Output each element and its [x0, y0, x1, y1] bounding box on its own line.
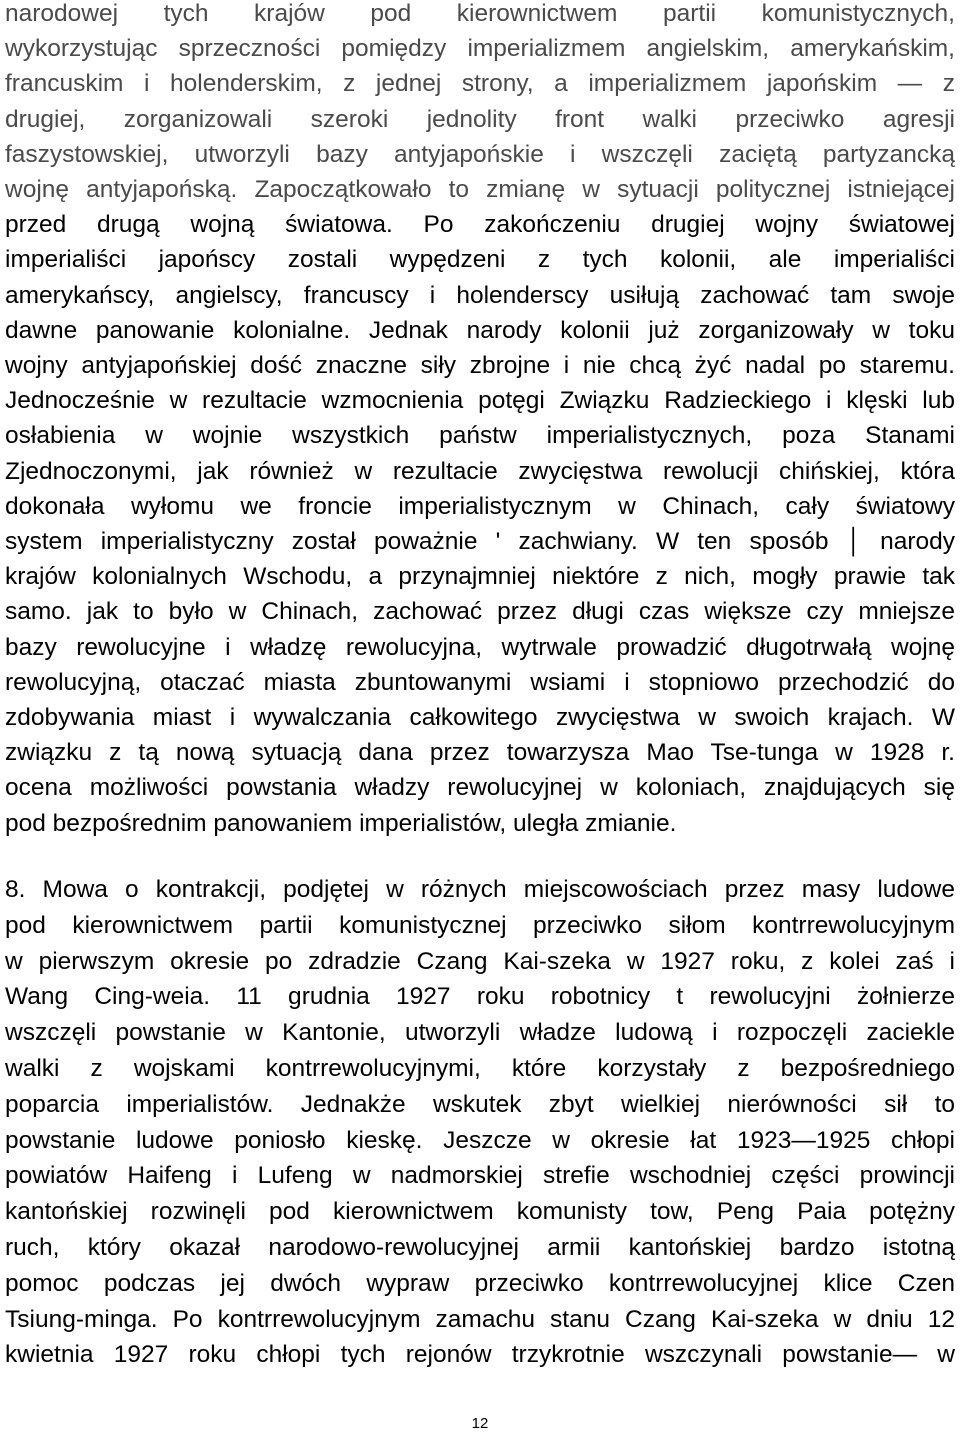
text-line: powstanie ludowe poniosło kieskę. Jeszcze w okresie łat 1923—1925 chłopi — [5, 1126, 955, 1154]
text-line: pod bezpośrednim panowaniem imperialistów, uległa zmianie. — [5, 809, 677, 837]
text-line: Tsiung-minga. Po kontrrewolucyjnym zamachu stanu Czang Kai-szeka w dniu 12 — [5, 1305, 955, 1333]
text-line: francuskim i holenderskim, z jednej strony, a imperializmem japońskim — z — [5, 70, 955, 98]
text-line: kwietnia 1927 roku chłopi tych rejonów trzykrotnie wszczynali powstanie— w — [5, 1341, 955, 1369]
text-line: ocena możliwości powstania władzy rewolucyjnej w koloniach, znajdujących się — [5, 774, 955, 802]
text-line: pomoc podczas jej dwóch wypraw przeciwko kontrrewolucyjnej klice Czen — [5, 1269, 955, 1297]
text-line: osłabienia w wojnie wszystkich państw imperialistycznych, poza Stanami — [5, 422, 955, 450]
text-line: krajów kolonialnych Wschodu, a przynajmniej niektóre z nich, mogły prawie tak — [5, 563, 955, 591]
text-line: powiatów Haifeng i Lufeng w nadmorskiej strefie wschodniej części prowincji — [5, 1162, 955, 1190]
text-line: walki z wojskami kontrrewolucyjnymi, które korzystały z bezpośredniego — [5, 1055, 955, 1082]
text-line: ruch, który okazał narodowo-rewolucyjnej armii kantońskiej bardzo istotną — [5, 1234, 955, 1261]
text-line: pod kierownictwem partii komunistycznej przeciwko siłom kontrrewolucyjnym — [5, 911, 955, 939]
text-line: Wang Cing-weia. 11 grudnia 1927 roku robotnicy t rewolucyjni żołnierze — [5, 983, 955, 1011]
text-line: narodowej tych krajów pod kierownictwem partii komunistycznych, — [5, 0, 955, 27]
text-line: wykorzystując sprzeczności pomiędzy imperializmem angielskim, amerykańskim, — [5, 35, 955, 63]
text-line: kantońskiej rozwinęli pod kierownictwem komunisty tow, Peng Paia potężny — [5, 1198, 955, 1226]
text-line: imperialiści japońscy zostali wypędzeni z tych kolonii, ale imperialiści — [5, 246, 955, 274]
text-line: system imperialistyczny został poważnie ' zachwiany. W ten sposób │ narody — [5, 528, 955, 555]
text-line: zdobywania miast i wywalczania całkowitego zwycięstwa w swoich krajach. W — [5, 704, 955, 731]
text-line: rewolucyjną, otaczać miasta zbuntowanymi wsiami i stopniowo przechodzić do — [5, 668, 955, 696]
text-line: dawne panowanie kolonialne. Jednak narody kolonii już zorganizowały w toku — [5, 316, 955, 344]
text-line: w pierwszym okresie po zdradzie Czang Kai-szeka w 1927 roku, z kolei zaś i — [5, 947, 955, 975]
text-line: wojny antyjapońskiej dość znaczne siły zbrojne i nie chcą żyć nadal po staremu. — [5, 352, 955, 379]
text-line: drugiej, zorganizowali szeroki jednolity front walki przeciwko agresji — [5, 105, 955, 133]
text-line: faszystowskiej, utworzyli bazy antyjapońskie i wszczęli zaciętą partyzancką — [5, 140, 955, 168]
text-line: 8. Mowa o kontrakcji, podjętej w różnych miejscowościach przez masy ludowe — [5, 876, 955, 903]
text-line: wszczęli powstanie w Kantonie, utworzyli władze ludową i rozpoczęli zaciekle — [5, 1019, 955, 1047]
text-line: poparcia imperialistów. Jednakże wskutek zbyt wielkiej nierówności sił to — [5, 1090, 955, 1118]
text-line: wojnę antyjapońską. Zapoczątkowało to zmianę w sytuacji politycznej istniejącej — [5, 176, 955, 203]
text-line: samo. jak to było w Chinach, zachować przez długi czas większe czy mniejsze — [5, 598, 955, 626]
page-number: 12 — [471, 1415, 489, 1432]
text-line: amerykańscy, angielscy, francuscy i holenderscy usiłują zachować tam swoje — [5, 281, 955, 309]
text-line: Jednocześnie w rezultacie wzmocnienia potęgi Związku Radzieckiego i klęski lub — [5, 387, 955, 415]
text-line: związku z tą nową sytuacją dana przez towarzysza Mao Tse-tunga w 1928 r. — [5, 739, 955, 767]
text-line: Zjednoczonymi, jak również w rezultacie zwycięstwa rewolucji chińskiej, która — [5, 457, 955, 485]
text-line: przed drugą wojną światowa. Po zakończeniu drugiej wojny światowej — [5, 211, 955, 239]
text-line: bazy rewolucyjne i władzę rewolucyjna, wytrwale prowadzić długotrwałą wojnę — [5, 633, 955, 661]
text-line: dokonała wyłomu we froncie imperialistycznym w Chinach, cały światowy — [5, 492, 955, 520]
